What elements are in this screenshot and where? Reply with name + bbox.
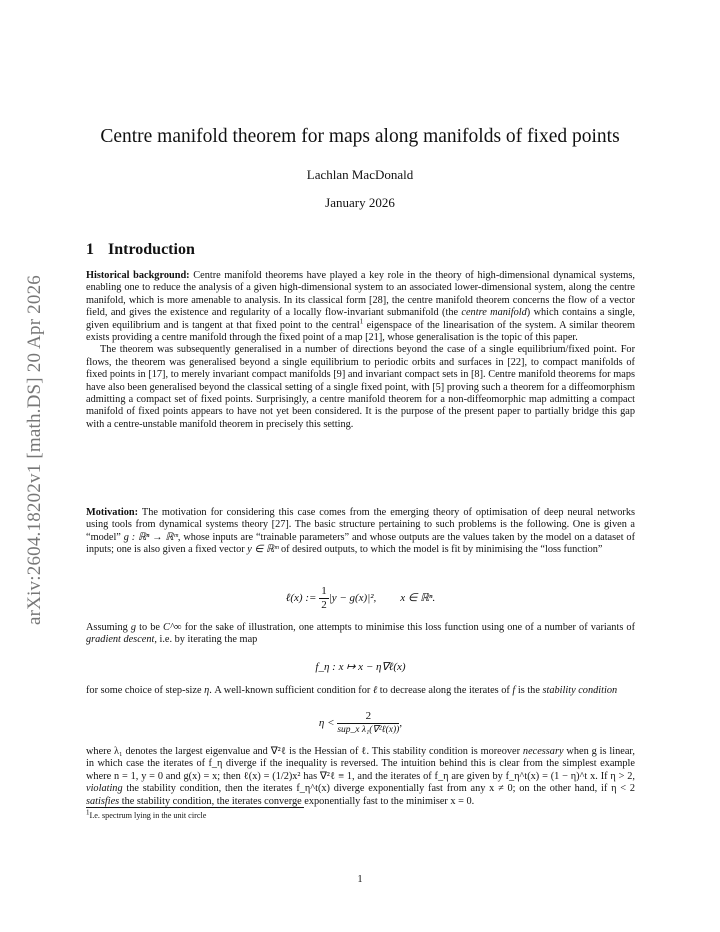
paragraph-motivation [86, 507, 635, 557]
para-text: . A well-known sufficient condition for [209, 685, 373, 696]
para-text: The motivation for considering this case comes from the emerging theory of optimisation of deep neural networks using tools from dynamical systems theory [27]. The basic structure pertaining to such problems is the following. One is given a “model” [86, 507, 635, 543]
intro-block-3 [86, 622, 635, 647]
emphasis: gradient descent [86, 634, 155, 646]
para-text: where λ₁ denotes the largest eigenvalue and ∇²ℓ is the Hessian of ℓ. This stability condition is moreover [86, 746, 523, 757]
eq-rhs: |y − g(x)|², [328, 592, 377, 605]
eq-lhs: ℓ(x) := [285, 592, 320, 605]
para-text: when g is linear, in which case the iterates of f_η diverge if the inequality is reversed. The intuition behind this is clear from the simplest example where n = 1, y = 0 and g(x) = x; then ℓ(x) = (1/2)x² has ∇²ℓ ≡ 1, and the iterates of f_η are given by f_η^t(x) = (1 − η)^t x. If η > 2, [86, 746, 635, 782]
para-text: for the sake of illustration, one attempts to minimise this loss function using one of a number of variants of [181, 622, 635, 633]
para-text: the stability condition, the iterates converge exponentially fast to the minimiser x = 0. [119, 795, 475, 807]
fraction [337, 710, 399, 737]
para-text: for some choice of step-size [86, 685, 205, 696]
denominator: 2 [321, 599, 327, 611]
denominator: sup_x λ₁(∇²ℓ(x)) [337, 725, 400, 735]
para-text: Assuming [86, 622, 131, 633]
section-heading [86, 241, 195, 259]
equation-map: f_η : x ↦ x − η∇ℓ(x) [315, 661, 406, 673]
paper-date: January 2026 [325, 195, 395, 210]
intro-block-1 [86, 270, 635, 431]
para-text: ) which contains a single, given equilibrium and is tangent at that fixed point to the central [86, 307, 635, 331]
numerator: 1 [321, 585, 327, 597]
inline-math: f [512, 685, 516, 696]
para-text: , i.e. by iterating the map [154, 634, 258, 646]
footnote [86, 808, 207, 820]
eq-lhs: η < [318, 717, 338, 730]
page-number: 1 [357, 874, 363, 885]
paragraph-stability [86, 685, 635, 697]
footnote-text: I.e. spectrum lying in the unit circle [89, 811, 207, 820]
emphasis: violating [86, 783, 123, 795]
emphasis: necessary [522, 746, 564, 757]
runin-heading: Historical background: [86, 270, 190, 281]
para-text: of desired outputs, to which the model is fit by minimising the “loss function” [278, 544, 603, 556]
para-text: to be [136, 622, 164, 633]
equation-loss [86, 585, 635, 612]
section-title: Introduction [108, 241, 195, 258]
intro-block-4 [86, 685, 635, 697]
para-text: eigenspace of the linearisation of the system. A similar theorem exists providing a centre manifold through the fixed point of a map [21], whose generalisation is the topic of this paper. [86, 319, 635, 344]
inline-math: C^∞ [163, 622, 182, 633]
section-number: 1 [86, 241, 94, 258]
para-text: , whose inputs are “trainable parameters” and whose outputs are the values taken by the model on a dataset of inputs; one is also given a fixed vector [86, 531, 635, 556]
footnote-rule [86, 807, 304, 808]
runin-heading: Motivation: [86, 507, 139, 518]
para-text: is the [515, 685, 543, 696]
paragraph-example [86, 746, 635, 808]
paragraph-gradient-descent [86, 622, 635, 647]
inline-math: ℓ [372, 685, 378, 696]
paper-title: Centre manifold theorem for maps along manifolds of fixed points [100, 126, 620, 147]
emphasis: stability condition [542, 685, 618, 696]
emphasis: centre manifold [461, 307, 527, 319]
fraction [319, 585, 329, 612]
para-text: to decrease along the iterates of [377, 685, 513, 696]
inline-math: η [204, 685, 210, 696]
para-text: the stability condition, then the iterates f_η^t(x) diverge exponentially fast from any x ≠ 0; on the other hand, if η < 2 [122, 783, 635, 795]
emphasis: satisfies [86, 795, 120, 807]
numerator: 2 [337, 710, 399, 724]
intro-block-5 [86, 746, 635, 808]
inline-math: g : ℝⁿ → ℝᵐ [123, 531, 178, 543]
inline-math: g [130, 622, 137, 633]
footnote-mark: 1 [359, 317, 364, 326]
paragraph-generalisations: The theorem was subsequently generalised in a number of directions beyond the case of a single equilibrium/fixed point. For flows, the theorem was generalised beyond a single equilibrium to periodic orbits and surfaces in [22], to compact manifolds of fixed points in [17], to merely invariant compact manifolds [9] and invariant compact sets in [8]. Centre manifold theorems for maps have also been generalised beyond the classical setting of a single fixed point, with [5] proving such a theorem for a diffeomorphism admitting a compact set of fixed points. Surprisingly, a centre manifold theorem for a non-diffeomorphic map admitting a compact manifold of fixed points appears to have not yet been considered. It is the purpose of the present paper to partially bridge this gap with a centre-unstable manifold theorem in precisely this setting. [86, 344, 635, 430]
inline-math: y ∈ ℝᵐ [247, 544, 279, 556]
arxiv-identifier: arXiv:2604.18202v1 [math.DS] 20 Apr 2026 [24, 275, 45, 625]
eq-end: , [399, 717, 403, 730]
author-name: Lachlan MacDonald [306, 167, 414, 182]
intro-block-2 [86, 507, 635, 557]
footnote-mark: 1 [86, 808, 90, 817]
equation-stability [86, 710, 635, 737]
eq-domain: x ∈ ℝⁿ. [400, 592, 436, 605]
para-text: Centre manifold theorems have played a key role in the theory of high-dimensional dynamical systems, enabling one to reduce the analysis of a given high-dimensional system to an associated lower-dimensional system, along the centre manifold, which is more amenable to analysis. In its classical form [28], the centre manifold theorem concerns the flow of a vector field, and gives the existence and regularity of a locally flow-invariant submanifold (the [86, 270, 635, 319]
paragraph-historical [86, 270, 635, 344]
